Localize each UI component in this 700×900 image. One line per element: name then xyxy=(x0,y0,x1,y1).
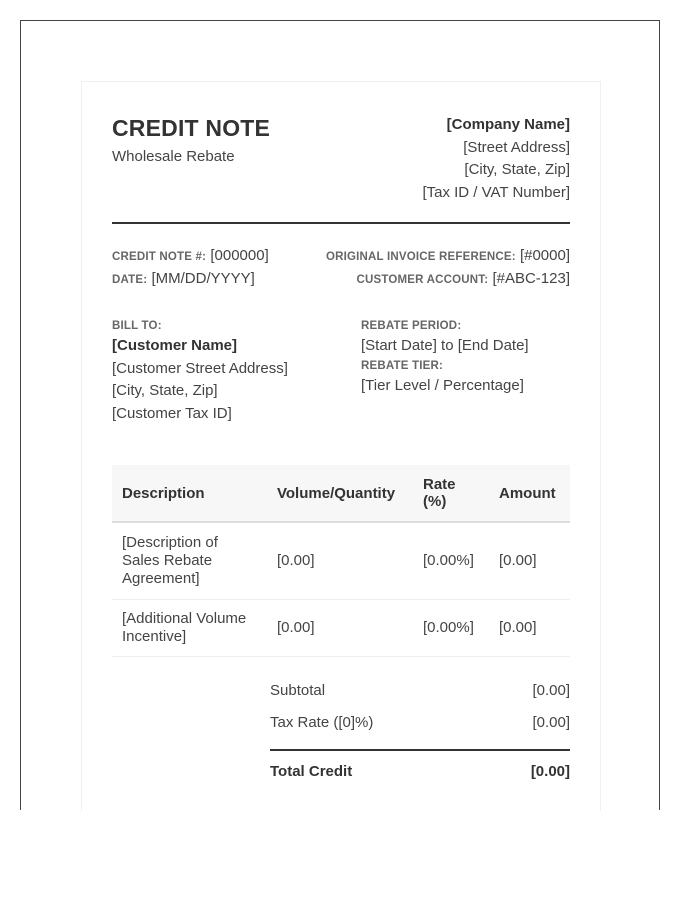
total-credit-value: [0.00] xyxy=(530,763,570,780)
cell-amount: [0.00] xyxy=(489,522,570,600)
meta-left xyxy=(112,245,269,291)
company-block xyxy=(422,114,570,204)
customer-city: [City, State, Zip] xyxy=(112,382,218,399)
subtotal-value: [0.00] xyxy=(532,682,570,699)
rebate-period-label: REBATE PERIOD: xyxy=(361,320,462,332)
cell-volume-quantity: [0.00] xyxy=(267,522,413,600)
customer-street: [Customer Street Address] xyxy=(112,359,288,377)
table-row xyxy=(112,600,570,657)
invoice-reference-value: [#0000] xyxy=(519,247,570,264)
rebate-tier-label: REBATE TIER: xyxy=(361,360,444,372)
credit-note-number-label: CREDIT NOTE #: xyxy=(112,251,207,263)
cell-description: [Description of Sales Rebate Agreement] xyxy=(112,522,267,600)
customer-account-value: [#ABC-123] xyxy=(492,270,570,287)
date-label: DATE: xyxy=(112,274,148,286)
date-row xyxy=(112,268,269,291)
totals-block xyxy=(270,680,570,780)
customer-tax-id: [Customer Tax ID] xyxy=(112,404,232,422)
header-amount: Amount xyxy=(489,465,570,522)
credit-note-number-row xyxy=(112,245,269,268)
header-divider xyxy=(112,222,570,224)
credit-note-number-value: [000000] xyxy=(210,247,269,264)
document-title: CREDIT NOTE xyxy=(112,115,271,141)
cell-amount: [0.00] xyxy=(489,600,570,657)
customer-account-row xyxy=(326,268,570,291)
rebate-period-value: [Start Date] to [End Date] xyxy=(361,337,529,354)
invoice-reference-label: ORIGINAL INVOICE REFERENCE: xyxy=(325,251,516,263)
invoice-reference-row xyxy=(326,245,570,268)
bill-to-block xyxy=(112,317,288,425)
cell-volume-quantity: [0.00] xyxy=(267,600,413,657)
tax-value: [0.00] xyxy=(532,714,570,731)
cell-rate: [0.00%] xyxy=(413,600,489,657)
header-description: Description xyxy=(112,465,267,522)
company-tax-id: [Tax ID / VAT Number] xyxy=(422,183,570,201)
company-city: [City, State, Zip] xyxy=(464,161,570,178)
rebate-tier-value: [Tier Level / Percentage] xyxy=(361,377,524,394)
subtotal-row xyxy=(270,680,570,712)
rebate-block xyxy=(361,317,529,397)
subtotal-label: Subtotal xyxy=(270,682,326,699)
bill-to-label: BILL TO: xyxy=(112,320,162,332)
tax-label: Tax Rate ([0]%) xyxy=(270,714,374,731)
header-volume-quantity: Volume/Quantity xyxy=(267,465,413,522)
meta-right xyxy=(326,245,570,291)
totals-divider xyxy=(270,749,570,751)
table-row xyxy=(112,522,570,600)
date-value: [MM/DD/YYYY] xyxy=(151,270,255,287)
total-credit-row xyxy=(270,763,570,780)
company-name: [Company Name] xyxy=(446,116,570,133)
table-header-row xyxy=(112,465,570,522)
total-credit-label: Total Credit xyxy=(270,763,353,780)
customer-name: [Customer Name] xyxy=(112,337,238,354)
line-items-table xyxy=(112,465,570,657)
customer-account-label: CUSTOMER ACCOUNT: xyxy=(356,274,489,286)
cell-rate: [0.00%] xyxy=(413,522,489,600)
document-subtitle: Wholesale Rebate xyxy=(112,148,235,165)
header-rate: Rate (%) xyxy=(413,465,489,522)
tax-row xyxy=(270,712,570,744)
company-street: [Street Address] xyxy=(463,138,570,156)
cell-description: [Additional Volume Incentive] xyxy=(112,600,267,657)
